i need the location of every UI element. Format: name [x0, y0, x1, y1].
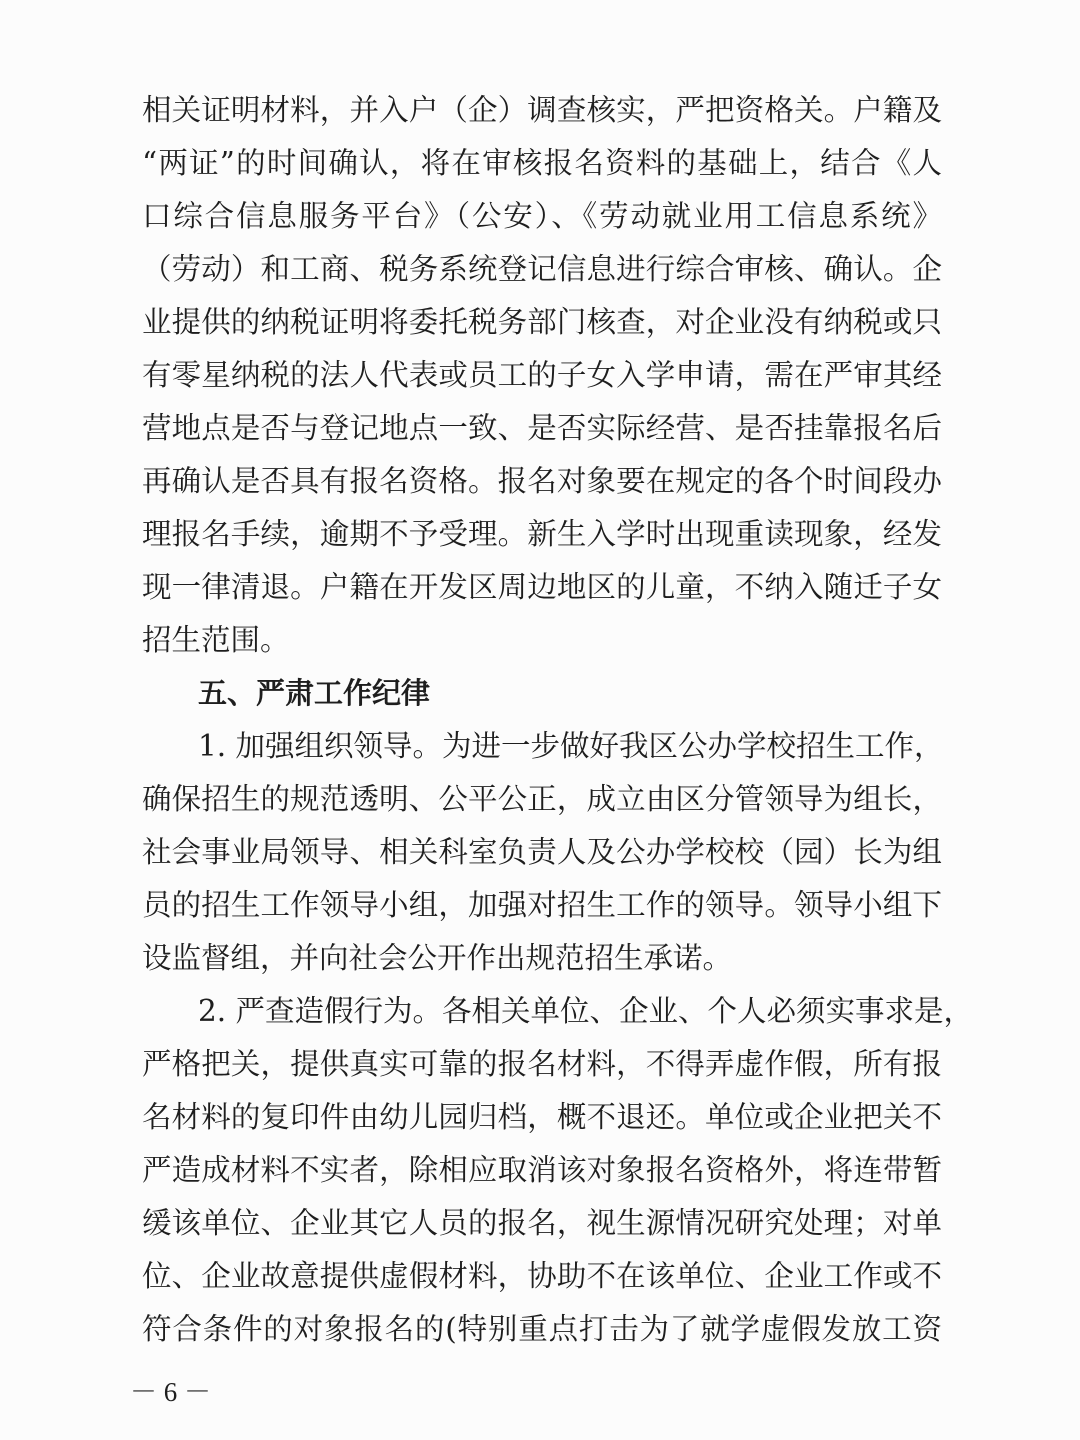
body-text-line: 严格把关，提供真实可靠的报名材料，不得弄虚作假，所有报 [142, 1047, 942, 1081]
body-text-line: 员的招生工作领导小组，加强对招生工作的领导。领导小组下 [142, 888, 942, 922]
body-text-line: 理报名手续，逾期不予受理。新生入学时出现重读现象，经发 [142, 517, 942, 551]
body-text-line: 设监督组，并向社会公开作出规范招生承诺。 [142, 941, 733, 975]
body-text-line: 口综合信息服务平台》（公安）、《劳动就业用工信息系统》 [142, 199, 942, 233]
paragraph-first-line: 2. 严查造假行为。各相关单位、企业、个人必须实事求是， [198, 994, 974, 1028]
body-text-line: 招生范围。 [142, 623, 290, 657]
body-text-line: 现一律清退。户籍在开发区周边地区的儿童，不纳入随迁子女 [142, 570, 942, 604]
body-text-line: 位、企业故意提供虚假材料，协助不在该单位、企业工作或不 [142, 1259, 942, 1293]
body-text-line: 业提供的纳税证明将委托税务部门核查，对企业没有纳税或只 [142, 305, 942, 339]
section-heading: 五、严肃工作纪律 [198, 676, 431, 710]
body-text-line: 确保招生的规范透明、公平公正，成立由区分管领导为组长， [142, 782, 942, 816]
body-text-line: 缓该单位、企业其它人员的报名，视生源情况研究处理；对单 [142, 1206, 942, 1240]
body-text-line: 营地点是否与登记地点一致、是否实际经营、是否挂靠报名后 [142, 411, 942, 445]
body-text-line: 相关证明材料，并入户（企）调查核实，严把资格关。户籍及 [142, 93, 942, 127]
body-text-line: （劳动）和工商、税务系统登记信息进行综合审核、确认。企 [142, 252, 942, 286]
body-text-line: 符合条件的对象报名的(特别重点打击为了就学虚假发放工资 [142, 1312, 942, 1346]
paragraph-first-line: 1. 加强组织领导。为进一步做好我区公办学校招生工作， [198, 729, 944, 763]
page-number: － 6 － [130, 1377, 211, 1407]
body-text-line: 严造成材料不实者，除相应取消该对象报名资格外，将连带暂 [142, 1153, 942, 1187]
body-text-line: 名材料的复印件由幼儿园归档，概不退还。单位或企业把关不 [142, 1100, 942, 1134]
body-text-line: 有零星纳税的法人代表或员工的子女入学申请，需在严审其经 [142, 358, 942, 392]
body-text-line: 再确认是否具有报名资格。报名对象要在规定的各个时间段办 [142, 464, 942, 498]
body-text-line: “两证”的时间确认，将在审核报名资料的基础上，结合《人 [142, 146, 942, 180]
body-text-line: 社会事业局领导、相关科室负责人及公办学校校（园）长为组 [142, 835, 942, 869]
